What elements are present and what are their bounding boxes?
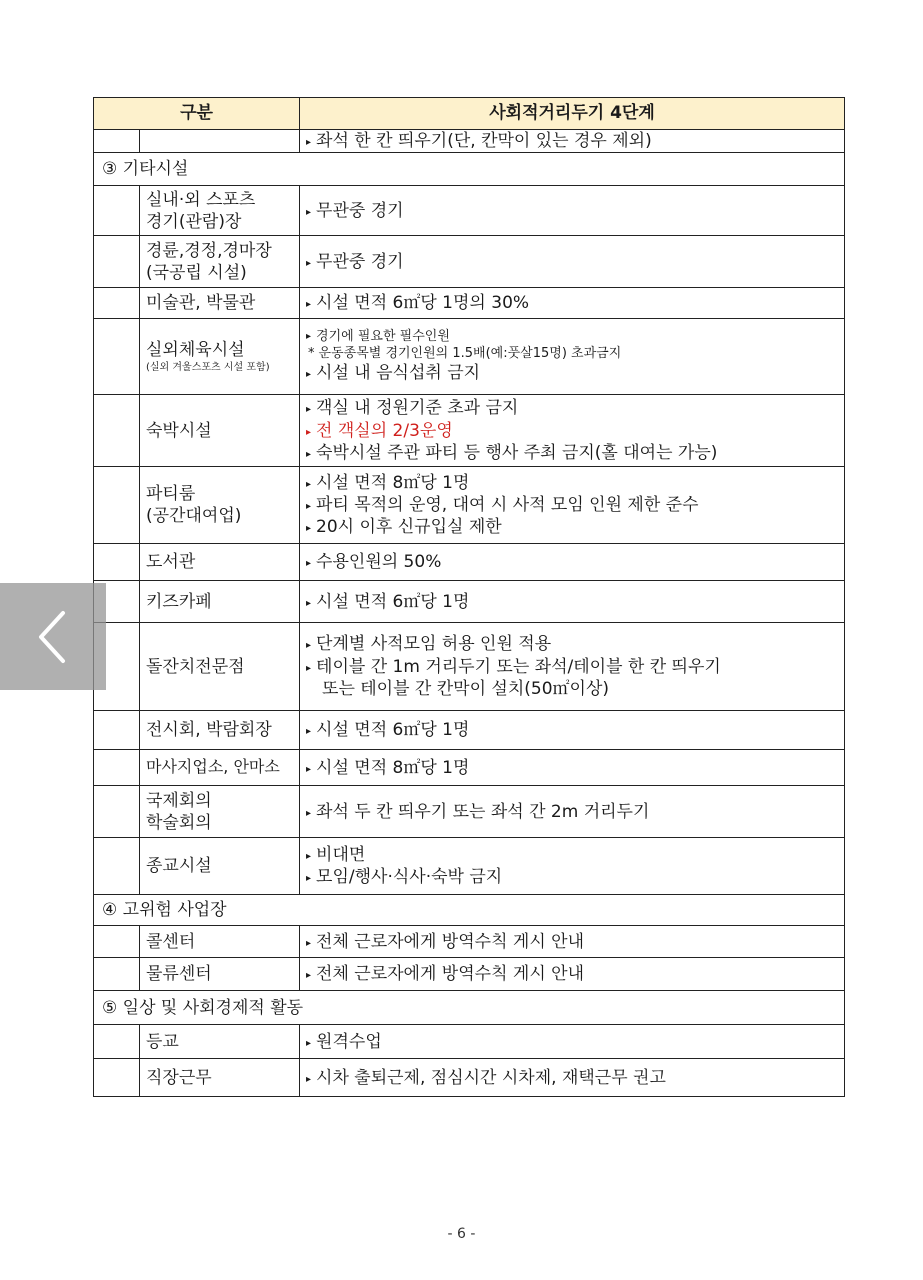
category-daily-activities: ⑤ 일상 및 사회경제적 활동 <box>94 991 845 1025</box>
bullet-icon: ▸ <box>306 558 312 570</box>
bullet-icon: ▸ <box>306 1073 312 1085</box>
header-stage4: 사회적거리두기 4단계 <box>300 98 845 130</box>
facility-name: 등교 <box>140 1025 300 1059</box>
bullet-icon: ▸ <box>306 369 312 381</box>
rule-cell: ▸ 원격수업 <box>300 1025 845 1059</box>
rule-cell: ▸ 단계별 사적모임 허용 인원 적용 ▸ 테이블 간 1m 거리두기 또는 좌석/테이블 한 칸 띄우기 또는 테이블 간 칸막이 설치(50㎡이상) <box>300 623 845 711</box>
facility-name: 직장근무 <box>140 1059 300 1097</box>
bullet-icon: ▸ <box>306 501 312 513</box>
prev-page-button[interactable] <box>0 583 106 690</box>
table-row <box>94 750 845 786</box>
bullet-icon: ▸ <box>306 330 312 342</box>
table-row <box>94 711 845 750</box>
bullet-icon: ▸ <box>306 448 312 460</box>
rule-cell: ▸ 시설 면적 8㎡당 1명 ▸ 파티 목적의 운영, 대여 시 사적 모임 인원 제한 준수 ▸ 20시 이후 신규입실 제한 <box>300 467 845 544</box>
bullet-icon: ▸ <box>306 206 312 218</box>
bullet-icon: ▸ <box>306 426 312 438</box>
table-row <box>94 1059 845 1097</box>
category-high-risk: ④ 고위험 사업장 <box>94 895 845 926</box>
rule-cell: ▸ 수용인원의 50% <box>300 544 845 581</box>
bullet-icon: ▸ <box>306 640 312 652</box>
bullet-icon: ▸ <box>306 299 312 311</box>
table-row <box>94 838 845 895</box>
table-row <box>94 581 845 623</box>
table-row <box>94 236 845 288</box>
table-row <box>94 319 845 395</box>
table-row <box>94 786 845 838</box>
facility-name: 도서관 <box>140 544 300 581</box>
chevron-left-icon <box>33 607 73 667</box>
bullet-icon: ▸ <box>306 662 312 674</box>
rule-cell: ▸ 좌석 두 칸 띄우기 또는 좌석 간 2m 거리두기 <box>300 786 845 838</box>
facility-name: 실내·외 스포츠 경기(관람)장 <box>140 186 300 236</box>
facility-name: 경륜,경정,경마장 (국공립 시설) <box>140 236 300 288</box>
facility-name: 미술관, 박물관 <box>140 288 300 319</box>
bullet-icon: ▸ <box>306 523 312 535</box>
facility-name: 키즈카페 <box>140 581 300 623</box>
facility-name: 실외체육시설 (실외 겨울스포츠 시설 포함) <box>140 319 300 395</box>
facility-name: 파티룸 (공간대여업) <box>140 467 300 544</box>
facility-name: 숙박시설 <box>140 395 300 467</box>
bullet-icon: ▸ <box>306 873 312 885</box>
table-row <box>94 288 845 319</box>
facility-name: 물류센터 <box>140 958 300 991</box>
table-row <box>94 623 845 711</box>
bullet-icon: ▸ <box>306 763 312 775</box>
category-row <box>94 153 845 186</box>
table-row <box>94 467 845 544</box>
category-row <box>94 991 845 1025</box>
table-row <box>94 395 845 467</box>
facility-name: 전시회, 박람회장 <box>140 711 300 750</box>
table-row <box>94 186 845 236</box>
rule-cell: ▸ 무관중 경기 <box>300 236 845 288</box>
table-row <box>94 926 845 958</box>
facility-name: 국제회의 학술회의 <box>140 786 300 838</box>
rule-cell: ▸ 시설 면적 8㎡당 1명 <box>300 750 845 786</box>
rule-cell: ▸ 경기에 필요한 필수인원 * 운동종목별 경기인원의 1.5배(예:풋살15명) 초과금지 ▸ 시설 내 음식섭취 금지 <box>300 319 845 395</box>
bullet-icon: ▸ <box>306 478 312 490</box>
rule-cell: ▸ 시설 면적 6㎡당 1명 <box>300 581 845 623</box>
rule-cell: ▸ 좌석 한 칸 띄우기(단, 칸막이 있는 경우 제외) <box>300 130 845 153</box>
rule-cell: ▸ 무관중 경기 <box>300 186 845 236</box>
bullet-icon: ▸ <box>306 937 312 949</box>
bullet-icon: ▸ <box>306 970 312 982</box>
bullet-icon: ▸ <box>306 851 312 862</box>
facility-name: 돌잔치전문점 <box>140 623 300 711</box>
header-category: 구분 <box>94 98 300 130</box>
rule-cell: ▸ 전체 근로자에게 방역수칙 게시 안내 <box>300 926 845 958</box>
rule-cell: ▸ 객실 내 정원기준 초과 금지 ▸ 전 객실의 2/3운영 ▸ 숙박시설 주관 파티 등 행사 주최 금지(홀 대여는 가능) <box>300 395 845 467</box>
rule-cell: ▸ 시설 면적 6㎡당 1명 <box>300 711 845 750</box>
rule-cell: ▸ 비대면 ▸ 모임/행사·식사·숙박 금지 <box>300 838 845 895</box>
facility-name: 콜센터 <box>140 926 300 958</box>
bullet-icon: ▸ <box>306 404 312 416</box>
table-header-row <box>94 98 845 130</box>
bullet-icon: ▸ <box>306 137 312 148</box>
facility-name: 마사지업소, 안마소 <box>140 750 300 786</box>
table-row <box>94 544 845 581</box>
facility-name: 종교시설 <box>140 838 300 895</box>
table-row <box>94 958 845 991</box>
rule-cell: ▸ 시설 면적 6㎡당 1명의 30% <box>300 288 845 319</box>
category-other-facilities: ③ 기타시설 <box>94 153 845 186</box>
regulation-table <box>93 97 845 1097</box>
bullet-icon: ▸ <box>306 807 312 819</box>
bullet-icon: ▸ <box>306 257 312 269</box>
rule-cell: ▸ 시차 출퇴근제, 점심시간 시차제, 재택근무 권고 <box>300 1059 845 1097</box>
category-row <box>94 895 845 926</box>
bullet-icon: ▸ <box>306 597 312 609</box>
table-row <box>94 1025 845 1059</box>
carry-over-row <box>94 130 845 153</box>
rule-cell: ▸ 전체 근로자에게 방역수칙 게시 안내 <box>300 958 845 991</box>
bullet-icon: ▸ <box>306 1037 312 1049</box>
bullet-icon: ▸ <box>306 726 312 738</box>
page-number: - 6 - <box>447 1226 476 1242</box>
